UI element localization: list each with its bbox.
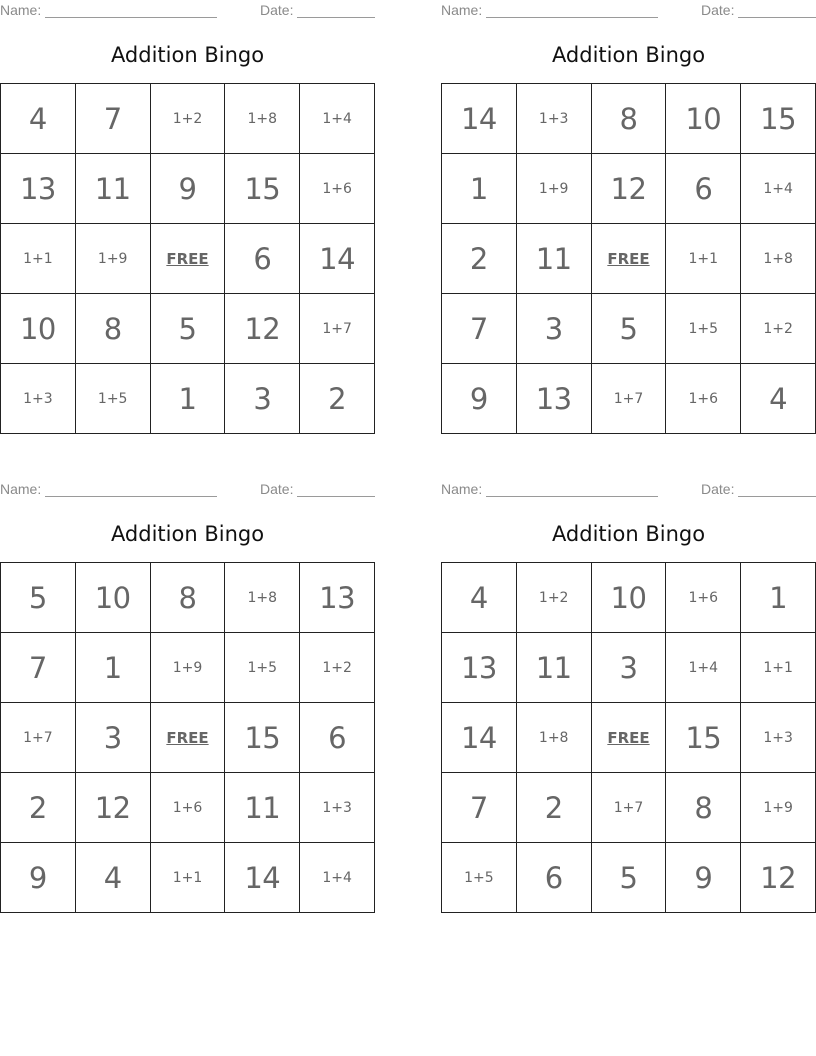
- card-title: Addition Bingo: [551, 522, 706, 546]
- bingo-cell: 6: [225, 224, 300, 294]
- name-line: [486, 17, 658, 18]
- bingo-cell: 1+4: [300, 84, 375, 154]
- date-line: [738, 17, 816, 18]
- bingo-cell: 1: [741, 563, 816, 633]
- bingo-cell: 1+1: [1, 224, 76, 294]
- bingo-cell: 10: [592, 563, 667, 633]
- bingo-cell: 10: [1, 294, 76, 364]
- bingo-cell: 11: [225, 773, 300, 843]
- date-label: Date:: [260, 481, 294, 497]
- free-space: FREE: [151, 224, 226, 294]
- bingo-cell: 1: [76, 633, 151, 703]
- bingo-cell: 5: [151, 294, 226, 364]
- bingo-cell: 6: [517, 843, 592, 913]
- bingo-cell: 11: [517, 633, 592, 703]
- bingo-cell: 1+4: [741, 154, 816, 224]
- bingo-cell: 11: [76, 154, 151, 224]
- card-title: Addition Bingo: [110, 522, 265, 546]
- bingo-cell: 4: [1, 84, 76, 154]
- bingo-cell: 1+3: [1, 364, 76, 434]
- bingo-card-4: [441, 479, 816, 913]
- bingo-cell: 12: [76, 773, 151, 843]
- bingo-grid: [0, 562, 375, 913]
- bingo-cell: 1: [442, 154, 517, 224]
- bingo-cell: 1+5: [76, 364, 151, 434]
- bingo-cell: 5: [1, 563, 76, 633]
- bingo-cell: 7: [76, 84, 151, 154]
- bingo-grid: [441, 83, 816, 434]
- bingo-cell: 1+1: [666, 224, 741, 294]
- bingo-cell: 15: [225, 154, 300, 224]
- bingo-cell: 1+7: [592, 364, 667, 434]
- bingo-cell: 1+5: [225, 633, 300, 703]
- name-label: Name:: [0, 2, 42, 18]
- bingo-cell: 4: [442, 563, 517, 633]
- bingo-cell: 1+9: [517, 154, 592, 224]
- bingo-cell: 1: [151, 364, 226, 434]
- bingo-cell: 1+9: [741, 773, 816, 843]
- bingo-cell: 15: [225, 703, 300, 773]
- bingo-cell: 15: [741, 84, 816, 154]
- bingo-cell: 11: [517, 224, 592, 294]
- date-label: Date:: [701, 2, 735, 18]
- bingo-cell: 6: [666, 154, 741, 224]
- bingo-cell: 1+1: [741, 633, 816, 703]
- bingo-grid: [441, 562, 816, 913]
- bingo-cell: 8: [666, 773, 741, 843]
- bingo-cell: 1+4: [666, 633, 741, 703]
- date-label: Date:: [701, 481, 735, 497]
- bingo-cell: 1+5: [666, 294, 741, 364]
- bingo-cell: 1+8: [517, 703, 592, 773]
- bingo-cell: 1+7: [300, 294, 375, 364]
- bingo-cell: 15: [666, 703, 741, 773]
- name-line: [45, 17, 217, 18]
- card-title: Addition Bingo: [551, 43, 706, 67]
- bingo-card-1: [0, 0, 375, 434]
- bingo-cell: 8: [592, 84, 667, 154]
- bingo-cell: 1+8: [741, 224, 816, 294]
- card-title: Addition Bingo: [110, 43, 265, 67]
- bingo-cell: 2: [517, 773, 592, 843]
- bingo-cell: 7: [442, 773, 517, 843]
- bingo-cell: 9: [442, 364, 517, 434]
- bingo-cell: 4: [76, 843, 151, 913]
- bingo-cell: 1+3: [300, 773, 375, 843]
- bingo-cell: 13: [442, 633, 517, 703]
- bingo-cell: 1+8: [225, 84, 300, 154]
- bingo-cell: 3: [225, 364, 300, 434]
- bingo-cell: 9: [151, 154, 226, 224]
- header-row: [0, 2, 375, 18]
- name-line: [486, 496, 658, 497]
- bingo-grid: [0, 83, 375, 434]
- bingo-cell: 1+6: [300, 154, 375, 224]
- bingo-cell: 1+3: [517, 84, 592, 154]
- bingo-cell: 6: [300, 703, 375, 773]
- bingo-cell: 7: [1, 633, 76, 703]
- bingo-cell: 8: [76, 294, 151, 364]
- bingo-cell: 9: [1, 843, 76, 913]
- bingo-cell: 12: [225, 294, 300, 364]
- header-row: [0, 481, 375, 497]
- bingo-cell: 1+5: [442, 843, 517, 913]
- bingo-cell: 7: [442, 294, 517, 364]
- date-line: [297, 496, 375, 497]
- bingo-cell: 3: [592, 633, 667, 703]
- name-line: [45, 496, 217, 497]
- bingo-cell: 2: [442, 224, 517, 294]
- bingo-cell: 1+7: [1, 703, 76, 773]
- bingo-cell: 1+7: [592, 773, 667, 843]
- bingo-cell: 3: [517, 294, 592, 364]
- bingo-cell: 10: [666, 84, 741, 154]
- header-row: [441, 481, 816, 497]
- date-line: [297, 17, 375, 18]
- bingo-cell: 1+6: [666, 364, 741, 434]
- name-label: Name:: [441, 2, 483, 18]
- bingo-cell: 1+1: [151, 843, 226, 913]
- bingo-cell: 13: [1, 154, 76, 224]
- bingo-cell: 8: [151, 563, 226, 633]
- bingo-cell: 13: [300, 563, 375, 633]
- date-label: Date:: [260, 2, 294, 18]
- bingo-cell: 10: [76, 563, 151, 633]
- date-line: [738, 496, 816, 497]
- bingo-cell: 12: [592, 154, 667, 224]
- bingo-cell: 1+9: [151, 633, 226, 703]
- header-row: [441, 2, 816, 18]
- name-label: Name:: [441, 481, 483, 497]
- free-space: FREE: [592, 224, 667, 294]
- bingo-cell: 5: [592, 294, 667, 364]
- bingo-cell: 5: [592, 843, 667, 913]
- bingo-cell: 14: [300, 224, 375, 294]
- free-space: FREE: [592, 703, 667, 773]
- bingo-cell: 1+8: [225, 563, 300, 633]
- bingo-cell: 14: [442, 84, 517, 154]
- name-label: Name:: [0, 481, 42, 497]
- bingo-card-2: [441, 0, 816, 434]
- free-space: FREE: [151, 703, 226, 773]
- bingo-cell: 2: [1, 773, 76, 843]
- bingo-card-3: [0, 479, 375, 913]
- bingo-cell: 1+2: [741, 294, 816, 364]
- bingo-cell: 9: [666, 843, 741, 913]
- bingo-cell: 1+6: [151, 773, 226, 843]
- bingo-cell: 1+3: [741, 703, 816, 773]
- bingo-cell: 13: [517, 364, 592, 434]
- bingo-cell: 14: [442, 703, 517, 773]
- bingo-cell: 3: [76, 703, 151, 773]
- bingo-cell: 2: [300, 364, 375, 434]
- bingo-cell: 14: [225, 843, 300, 913]
- bingo-cell: 1+2: [151, 84, 226, 154]
- bingo-cell: 1+9: [76, 224, 151, 294]
- bingo-cell: 1+2: [300, 633, 375, 703]
- bingo-cell: 1+6: [666, 563, 741, 633]
- bingo-cell: 12: [741, 843, 816, 913]
- bingo-cell: 1+4: [300, 843, 375, 913]
- bingo-cell: 1+2: [517, 563, 592, 633]
- bingo-cell: 4: [741, 364, 816, 434]
